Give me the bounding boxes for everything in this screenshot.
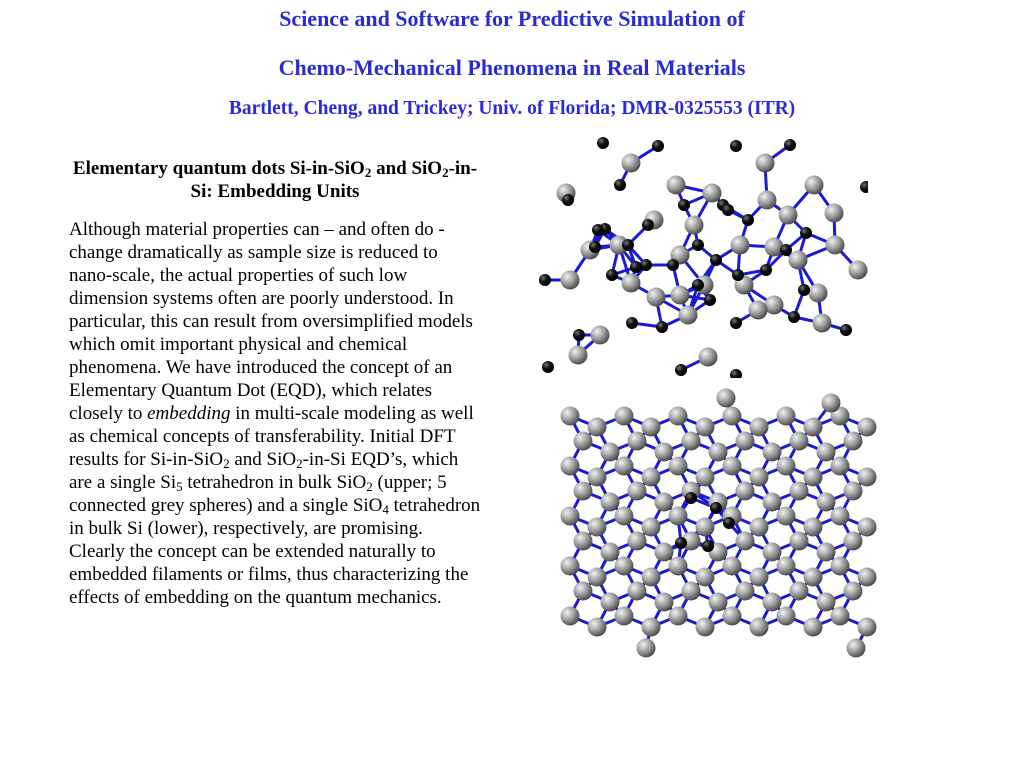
silicon-atom: [844, 482, 863, 501]
silicon-atom: [844, 582, 863, 601]
silicon-atom: [736, 432, 755, 451]
silicon-atom: [822, 394, 841, 413]
oxygen-atom: [592, 224, 604, 236]
silicon-atom: [615, 407, 634, 426]
silicon-atom: [817, 593, 836, 612]
oxygen-atom: [798, 284, 810, 296]
oxygen-atom: [784, 139, 796, 151]
oxygen-atom: [860, 181, 868, 193]
oxygen-atom: [840, 324, 852, 336]
silicon-atom: [749, 301, 768, 320]
silicon-atom: [750, 518, 769, 537]
silicon-atom: [750, 418, 769, 437]
silicon-atom: [561, 507, 580, 526]
oxygen-atom: [702, 540, 714, 552]
silicon-atom: [736, 532, 755, 551]
silicon-atom: [679, 306, 698, 325]
silicon-atom: [622, 274, 641, 293]
oxygen-atom: [589, 241, 601, 253]
oxygen-atom: [539, 274, 551, 286]
silicon-atom: [758, 191, 777, 210]
silicon-atom: [756, 154, 775, 173]
oxygen-atom: [678, 199, 690, 211]
silicon-atom: [804, 618, 823, 637]
silicon-atom: [574, 482, 593, 501]
silicon-atom: [844, 432, 863, 451]
oxygen-atom: [692, 239, 704, 251]
silicon-atom: [858, 568, 877, 587]
silicon-atom: [779, 206, 798, 225]
silicon-atom: [777, 507, 796, 526]
silicon-atom: [750, 568, 769, 587]
silicon-atom: [682, 582, 701, 601]
sio2-in-si-crystal-render: [526, 378, 886, 663]
oxygen-atom: [630, 261, 642, 273]
silicon-atom: [622, 154, 641, 173]
silicon-atom: [813, 314, 832, 333]
silicon-atom: [804, 468, 823, 487]
silicon-atom: [601, 443, 620, 462]
silicon-atom: [642, 568, 661, 587]
silicon-atom: [763, 443, 782, 462]
silicon-atom: [790, 432, 809, 451]
silicon-atom: [831, 457, 850, 476]
silicon-atom: [669, 407, 688, 426]
silicon-atom: [561, 271, 580, 290]
oxygen-atom: [597, 137, 609, 149]
silicon-atom: [825, 204, 844, 223]
silicon-atom: [561, 607, 580, 626]
oxygen-atom: [800, 227, 812, 239]
silicon-atom: [703, 184, 722, 203]
silicon-atom: [642, 618, 661, 637]
oxygen-atom: [704, 294, 716, 306]
silicon-atom: [804, 518, 823, 537]
silicon-atom: [615, 557, 634, 576]
silicon-atom: [831, 507, 850, 526]
silicon-atom: [655, 543, 674, 562]
oxygen-atom: [675, 537, 687, 549]
silicon-atom: [561, 457, 580, 476]
silicon-atom: [731, 236, 750, 255]
silicon-atom: [723, 457, 742, 476]
silicon-atom: [831, 607, 850, 626]
oxygen-atom: [732, 269, 744, 281]
silicon-atom: [628, 532, 647, 551]
section-heading: Elementary quantum dots Si-in-SiO$_2$ and SiO$_2$-in-Si: Embedding Units: [72, 158, 478, 202]
silicon-atom: [699, 348, 718, 367]
silicon-atom: [588, 468, 607, 487]
oxygen-atom: [652, 140, 664, 152]
silicon-atom: [669, 457, 688, 476]
silicon-atom: [847, 639, 866, 658]
silicon-atom: [709, 443, 728, 462]
silicon-atom: [844, 532, 863, 551]
oxygen-atom: [562, 194, 574, 206]
oxygen-atom: [656, 321, 668, 333]
oxygen-atom: [788, 311, 800, 323]
oxygen-atom: [780, 244, 792, 256]
si-in-sio2-structure-image: [528, 135, 868, 385]
oxygen-atom: [722, 204, 734, 216]
silicon-atom: [858, 618, 877, 637]
silicon-atom: [789, 251, 808, 270]
silicon-atom: [736, 482, 755, 501]
silicon-atom: [790, 482, 809, 501]
silicon-atom: [777, 457, 796, 476]
silicon-atom: [615, 607, 634, 626]
oxygen-atom: [542, 361, 554, 373]
silicon-atom: [805, 176, 824, 195]
silicon-atom: [723, 407, 742, 426]
silicon-atom: [588, 568, 607, 587]
silicon-atom: [696, 518, 715, 537]
silicon-atom: [696, 468, 715, 487]
si-in-sio2-molecule-render: [528, 135, 868, 385]
oxygen-atom: [760, 264, 772, 276]
silicon-atom: [750, 468, 769, 487]
silicon-atom: [804, 568, 823, 587]
silicon-atom: [804, 418, 823, 437]
silicon-atom: [669, 507, 688, 526]
oxygen-atom: [640, 259, 652, 271]
silicon-atom: [655, 593, 674, 612]
silicon-atom: [765, 238, 784, 257]
silicon-atom: [561, 407, 580, 426]
oxygen-atom: [742, 214, 754, 226]
silicon-atom: [588, 418, 607, 437]
oxygen-atom: [692, 279, 704, 291]
silicon-atom: [790, 582, 809, 601]
silicon-atom: [647, 288, 666, 307]
oxygen-atom: [730, 317, 742, 329]
silicon-atom: [669, 607, 688, 626]
silicon-atom: [628, 482, 647, 501]
silicon-atom: [655, 443, 674, 462]
silicon-atom: [561, 557, 580, 576]
oxygen-atom: [723, 517, 735, 529]
silicon-atom: [667, 176, 686, 195]
silicon-atom: [601, 493, 620, 512]
title-line-2: Chemo-Mechanical Phenomena in Real Materials: [278, 55, 746, 80]
oxygen-atom: [606, 269, 618, 281]
silicon-atom: [790, 532, 809, 551]
silicon-atom: [831, 557, 850, 576]
silicon-atom: [601, 593, 620, 612]
byline: Bartlett, Cheng, and Trickey; Univ. of Florida; DMR-0325553 (ITR): [228, 98, 796, 119]
emphasis-embedding: embedding: [147, 403, 231, 424]
silicon-atom: [717, 389, 736, 408]
silicon-atom: [817, 443, 836, 462]
silicon-atom: [642, 418, 661, 437]
silicon-atom: [655, 493, 674, 512]
silicon-atom: [574, 432, 593, 451]
silicon-atom: [763, 593, 782, 612]
silicon-atom: [858, 518, 877, 537]
oxygen-atom: [614, 179, 626, 191]
silicon-atom: [777, 407, 796, 426]
silicon-atom: [777, 557, 796, 576]
oxygen-atom: [710, 502, 722, 514]
silicon-atom: [615, 457, 634, 476]
silicon-atom: [696, 568, 715, 587]
sio2-in-si-structure-image: [526, 378, 886, 663]
silicon-atom: [574, 582, 593, 601]
silicon-atom: [858, 418, 877, 437]
silicon-atom: [591, 326, 610, 345]
silicon-atom: [588, 618, 607, 637]
body-text: Although material properties can – and often do - change dramatically as sample size is reduced to nano-scale, the actual properties of such low dimension systems often are poorly understood. In particular, this can result from oversimplified models which omit important physical and chemical phenomena. We have introduced the concept of an Elementary Quantum Dot (EQD), which relates closely to embedding in multi-scale modeling as well as chemical concepts of transferability. Initial DFT results for Si-in-SiO$_2$ and SiO$_2$-in-Si EQD’s, which are a single $Si_5$ tetrahedron in bulk SiO$_2$ (upper; 5 connected grey spheres) and a single SiO$_4$ tetrahedron in bulk Si (lower), respectively, are promising. Clearly the concept can be extended naturally to embedded filaments or films, thus characterizing the effects of embedding on the quantum mechanics.: [69, 219, 481, 608]
silicon-atom: [601, 543, 620, 562]
silicon-atom: [723, 607, 742, 626]
silicon-atom: [669, 557, 688, 576]
silicon-atom: [615, 507, 634, 526]
silicon-atom: [574, 532, 593, 551]
silicon-atom: [723, 557, 742, 576]
silicon-atom: [682, 432, 701, 451]
title-line-1: Science and Software for Predictive Simulation of: [279, 6, 745, 31]
silicon-atom: [696, 618, 715, 637]
silicon-atom: [588, 518, 607, 537]
oxygen-atom: [642, 219, 654, 231]
silicon-atom: [736, 582, 755, 601]
silicon-atom: [763, 543, 782, 562]
silicon-atom: [628, 582, 647, 601]
silicon-atom: [642, 468, 661, 487]
silicon-atom: [826, 236, 845, 255]
silicon-atom: [671, 286, 690, 305]
silicon-atom: [569, 346, 588, 365]
silicon-atom: [642, 518, 661, 537]
silicon-atom: [763, 493, 782, 512]
silicon-atom: [809, 284, 828, 303]
silicon-atom: [696, 418, 715, 437]
silicon-atom: [777, 607, 796, 626]
oxygen-atom: [622, 239, 634, 251]
silicon-atom: [685, 216, 704, 235]
silicon-atom: [817, 543, 836, 562]
silicon-atom: [817, 493, 836, 512]
silicon-atom: [750, 618, 769, 637]
oxygen-atom: [573, 329, 585, 341]
oxygen-atom: [710, 254, 722, 266]
silicon-atom: [858, 468, 877, 487]
oxygen-atom: [626, 317, 638, 329]
silicon-atom: [637, 639, 656, 658]
silicon-atom: [628, 432, 647, 451]
silicon-atom: [709, 593, 728, 612]
silicon-atom: [849, 261, 868, 280]
oxygen-atom: [685, 492, 697, 504]
oxygen-atom: [667, 259, 679, 271]
oxygen-atom: [675, 364, 687, 376]
oxygen-atom: [730, 140, 742, 152]
